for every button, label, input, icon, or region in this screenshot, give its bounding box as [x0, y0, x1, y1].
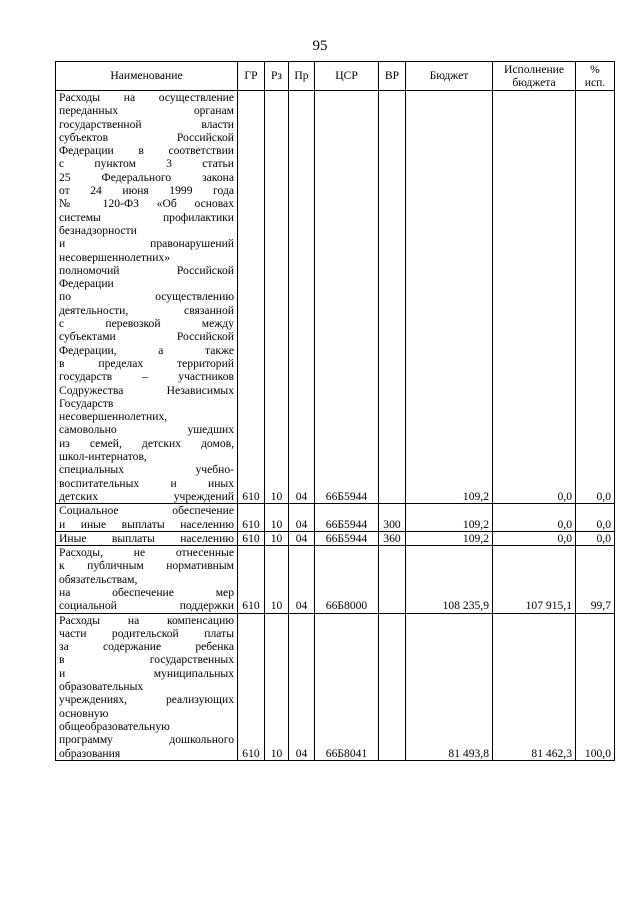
cell-rz: 10	[265, 91, 289, 504]
cell-budget: 109,2	[406, 91, 493, 504]
name-line: полномочий Российской	[59, 263, 234, 277]
header-execution-line2: бюджета	[512, 76, 556, 89]
cell-vr: 300	[379, 504, 406, 532]
cell-pr: 04	[289, 91, 315, 504]
cell-gr: 610	[238, 91, 265, 504]
name-line: основную	[59, 706, 109, 720]
cell-percent: 0,0	[576, 531, 615, 545]
cell-name	[56, 531, 238, 545]
cell-percent: 0,0	[576, 91, 615, 504]
cell-pr: 04	[289, 613, 315, 760]
name-line: по осуществлению	[59, 290, 234, 304]
cell-csr: 66Б8000	[315, 546, 379, 613]
cell-percent: 0,0	[576, 504, 615, 532]
header-gr: ГР	[238, 62, 265, 91]
cell-name	[56, 504, 238, 532]
cell-execution: 81 462,3	[493, 613, 576, 760]
name-line: к публичным нормативным	[59, 559, 234, 573]
cell-name	[56, 613, 238, 760]
cell-pr: 04	[289, 531, 315, 545]
name-line: Федерации в соответствии	[59, 144, 234, 158]
cell-budget: 109,2	[406, 531, 493, 545]
name-line: с перевозкой между	[59, 317, 234, 331]
header-rz: Рз	[265, 62, 289, 91]
header-execution	[493, 62, 576, 91]
name-line: № 120-ФЗ «Об основах	[59, 197, 234, 211]
name-line: обязательствам,	[59, 572, 138, 586]
cell-vr	[379, 613, 406, 760]
cell-gr: 610	[238, 531, 265, 545]
budget-table	[55, 61, 615, 761]
cell-execution: 0,0	[493, 531, 576, 545]
name-line: воспитательных и иных	[59, 476, 234, 490]
name-line: и иные выплаты населению	[59, 517, 234, 531]
cell-rz: 10	[265, 504, 289, 532]
cell-pr: 04	[289, 546, 315, 613]
name-line: деятельности, связанной	[59, 303, 234, 317]
name-line: в государственных	[59, 653, 234, 667]
page-number: 95	[312, 38, 328, 54]
name-line: Расходы на компенсацию	[59, 613, 234, 627]
table-header-row	[56, 62, 615, 91]
name-line: государственной власти	[59, 117, 234, 131]
name-line: из семей, детских домов,	[59, 436, 234, 450]
table-row	[56, 91, 615, 504]
name-line: несовершеннолетних,	[59, 410, 168, 424]
name-line: детских учреждений	[59, 489, 234, 503]
name-line: Содружества Независимых	[59, 383, 234, 397]
name-line: 25 Федерального закона	[59, 170, 234, 184]
name-line: программу дошкольного	[59, 733, 234, 747]
name-line: безнадзорности	[59, 223, 137, 237]
name-line: Расходы, не отнесенные	[59, 546, 234, 560]
cell-csr: 66Б5944	[315, 91, 379, 504]
name-line: Федерации	[59, 277, 114, 291]
cell-name	[56, 91, 238, 504]
cell-name	[56, 546, 238, 613]
name-line: социальной поддержки	[59, 599, 234, 613]
table-body	[56, 91, 615, 761]
cell-vr	[379, 546, 406, 613]
name-line: образовательных	[59, 680, 144, 694]
name-line: Федерации, а также	[59, 343, 234, 357]
cell-csr: 66Б5944	[315, 504, 379, 532]
cell-pr: 04	[289, 504, 315, 532]
cell-execution: 107 915,1	[493, 546, 576, 613]
name-line: переданных органам	[59, 104, 234, 118]
name-line: Государств	[59, 396, 114, 410]
cell-rz: 10	[265, 546, 289, 613]
name-line: за содержание ребенка	[59, 640, 234, 654]
cell-vr	[379, 91, 406, 504]
name-line: в пределах территорий	[59, 356, 234, 370]
header-name: Наименование	[56, 62, 238, 91]
header-percent-line2: исп.	[584, 76, 606, 89]
table-row	[56, 531, 615, 545]
cell-csr: 66Б5944	[315, 531, 379, 545]
cell-rz: 10	[265, 613, 289, 760]
cell-rz: 10	[265, 531, 289, 545]
name-line: школ-интернатов,	[59, 450, 147, 464]
header-vr: ВР	[379, 62, 406, 91]
header-percent	[576, 62, 615, 91]
header-pr: Пр	[289, 62, 315, 91]
name-line: несовершеннолетних»	[59, 250, 171, 264]
header-percent-line1: %	[590, 62, 600, 76]
table-row	[56, 546, 615, 613]
name-line: государств – участников	[59, 370, 234, 384]
name-line: субъектов Российской	[59, 130, 234, 144]
header-execution-line1: Исполнение	[503, 62, 565, 76]
name-line: Социальное обеспечение	[59, 504, 234, 518]
table-row	[56, 504, 615, 532]
name-line: и правонарушений	[59, 237, 234, 251]
header-csr: ЦСР	[315, 62, 379, 91]
cell-execution: 0,0	[493, 91, 576, 504]
cell-csr: 66Б8041	[315, 613, 379, 760]
name-line: на обеспечение мер	[59, 585, 234, 599]
name-line: общеобразовательную	[59, 719, 170, 733]
cell-percent: 99,7	[576, 546, 615, 613]
cell-gr: 610	[238, 546, 265, 613]
name-line: учреждениях, реализующих	[59, 693, 234, 707]
name-line: системы профилактики	[59, 210, 234, 224]
name-line: Расходы на осуществление	[59, 91, 234, 104]
name-line: специальных учебно-	[59, 463, 234, 477]
cell-budget: 108 235,9	[406, 546, 493, 613]
table-row	[56, 613, 615, 760]
name-line: самовольно ушедших	[59, 423, 234, 437]
name-line: Иные выплаты населению	[59, 531, 234, 545]
cell-gr: 610	[238, 504, 265, 532]
name-line: образования	[59, 746, 121, 760]
name-line: и муниципальных	[59, 666, 234, 680]
cell-budget: 109,2	[406, 504, 493, 532]
cell-budget: 81 493,8	[406, 613, 493, 760]
cell-execution: 0,0	[493, 504, 576, 532]
name-line: от 24 июня 1999 года	[59, 184, 234, 198]
header-budget: Бюджет	[406, 62, 493, 91]
cell-gr: 610	[238, 613, 265, 760]
name-line: части родительской платы	[59, 626, 234, 640]
name-line: с пунктом 3 статьи	[59, 157, 234, 171]
cell-vr: 360	[379, 531, 406, 545]
name-line: субъектами Российской	[59, 330, 234, 344]
cell-percent: 100,0	[576, 613, 615, 760]
